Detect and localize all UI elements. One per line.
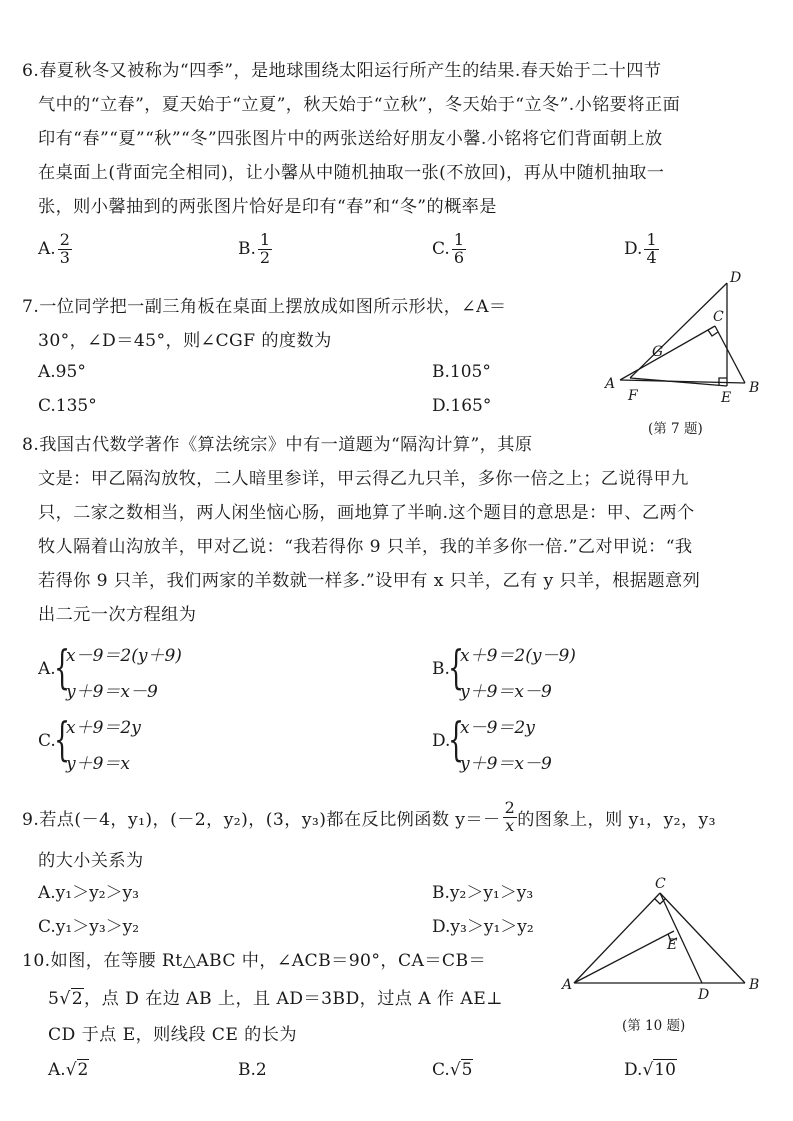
- q10-figure: [560, 875, 770, 1005]
- q7-caption: (第 7 题): [648, 421, 703, 437]
- q10-label-c: C: [655, 876, 666, 892]
- q7-option-b: B.105°: [432, 362, 491, 382]
- q6-option-a: A. $\frac{2}{3}$: [38, 230, 70, 267]
- q9-option-d: D.y₃＞y₁＞y₂: [432, 917, 534, 937]
- q7-label-c: C: [713, 309, 724, 325]
- q10-option-b: B.2: [238, 1060, 267, 1080]
- q8-line-5: 若得你 9 只羊，我们两家的羊数就一样多.”设甲有 x 只羊，乙有 y 只羊，根据题意列: [38, 571, 701, 591]
- q7-label-e: E: [721, 390, 732, 406]
- q6-line-3: 印有“春”“夏”“秋”“冬”四张图片中的两张送给好朋友小馨.小铭将它们背面朝上放: [38, 129, 663, 149]
- q6-line-5: 张，则小馨抽到的两张图片恰好是印有“春”和“冬”的概率是: [38, 197, 497, 217]
- q8-line-4: 牧人隔着山沟放羊，甲对乙说：“我若得你 9 只羊，我的羊多你一倍.”乙对甲说：“我: [38, 537, 693, 557]
- q10-option-d: D.√10: [624, 1060, 676, 1080]
- q7-segment-df: [630, 283, 727, 378]
- q10-line-1: 10.如图，在等腰 Rt△ABC 中，∠ACB＝90°，CA＝CB＝: [22, 951, 487, 971]
- q8-option-c: C. { x＋9＝2y y＋9＝x: [38, 712, 141, 774]
- q6-line-1: 6.春夏秋冬又被称为“四季”，是地球围绕太阳运行所产生的结果.春天始于二十四节: [22, 61, 662, 81]
- q6-option-c: C. $\frac{1}{6}$: [432, 230, 464, 267]
- q7-label-f: F: [628, 388, 638, 404]
- q10-label-a: A: [562, 977, 573, 993]
- q7-right-angle-c: [708, 330, 718, 336]
- q10-label-e: E: [667, 937, 678, 953]
- q9-line-1: 9.若点(－4，y₁)，(－2，y₂)，(3，y₃)都在反比例函数 y＝－ $\frac{2}{x}$ 的图象上，则 y₁，y₂，y₃: [22, 798, 716, 835]
- q10-segment-ac: [574, 893, 660, 983]
- q7-segment-ac: [620, 326, 715, 380]
- q7-option-d: D.165°: [432, 396, 492, 416]
- q7-line-1: 7.一位同学把一副三角板在桌面上摆放成如图所示形状，∠A＝: [22, 297, 507, 317]
- q10-line-3: CD 于点 E，则线段 CE 的长为: [48, 1025, 297, 1045]
- q7-figure: [590, 268, 780, 408]
- q9-line-2: 的大小关系为: [38, 851, 144, 871]
- q10-label-d: D: [698, 987, 710, 1003]
- q7-option-a: A.95°: [38, 362, 86, 382]
- q8-line-6: 出二元一次方程组为: [38, 605, 197, 625]
- q7-line-2: 30°，∠D＝45°，则∠CGF 的度数为: [38, 331, 332, 351]
- q6-line-2: 气中的“立春”，夏天始于“立夏”，秋天始于“立秋”，冬天始于“立冬”.小铭要将正面: [38, 95, 681, 115]
- q8-line-2: 文是：甲乙隔沟放牧，二人暗里参详，甲云得乙九只羊，多你一倍之上；乙说得甲九: [38, 469, 689, 489]
- q8-line-3: 只，二家之数相当，两人闲坐恼心肠，画地算了半晌.这个题目的意思是：甲、乙两个: [38, 503, 695, 523]
- q7-label-d: D: [730, 270, 742, 286]
- q7-label-b: B: [749, 380, 760, 396]
- q7-label-a: A: [605, 376, 616, 392]
- q6-line-4: 在桌面上(背面完全相同)，让小馨从中随机抽取一张(不放回)，再从中随机抽取一: [38, 163, 665, 183]
- q8-line-1: 8.我国古代数学著作《算法统宗》中有一道题为“隔沟计算”，其原: [22, 435, 533, 455]
- q9-option-a: A.y₁＞y₂＞y₃: [38, 883, 139, 903]
- q9-fraction: $\frac{2}{x}$: [504, 798, 516, 835]
- q10-line-2: 5√2，点 D 在边 AB 上，且 AD＝3BD，过点 A 作 AE⊥: [48, 989, 503, 1009]
- q8-option-a: A. { x－9＝2(y＋9) y＋9＝x－9: [38, 640, 182, 702]
- q8-option-b: B. { x＋9＝2(y－9) y＋9＝x－9: [432, 640, 576, 702]
- q10-label-b: B: [749, 977, 760, 993]
- q7-segment-cb: [715, 326, 745, 383]
- q10-segment-ae: [574, 931, 674, 983]
- q9-option-b: B.y₂＞y₁＞y₃: [432, 883, 534, 903]
- q10-option-c: C.√5: [432, 1060, 473, 1080]
- q6-option-d: D. $\frac{1}{4}$: [624, 230, 657, 267]
- q9-option-c: C.y₁＞y₃＞y₂: [38, 917, 140, 937]
- q8-option-d: D. { x－9＝2y y＋9＝x－9: [432, 712, 552, 774]
- q10-option-a: A.√2: [48, 1060, 89, 1080]
- q10-caption: (第 10 题): [622, 1018, 686, 1034]
- q7-option-c: C.135°: [38, 396, 97, 416]
- q7-right-angle-e: [719, 378, 727, 385]
- q7-label-g: G: [652, 344, 664, 360]
- q6-option-b: B. $\frac{1}{2}$: [238, 230, 271, 267]
